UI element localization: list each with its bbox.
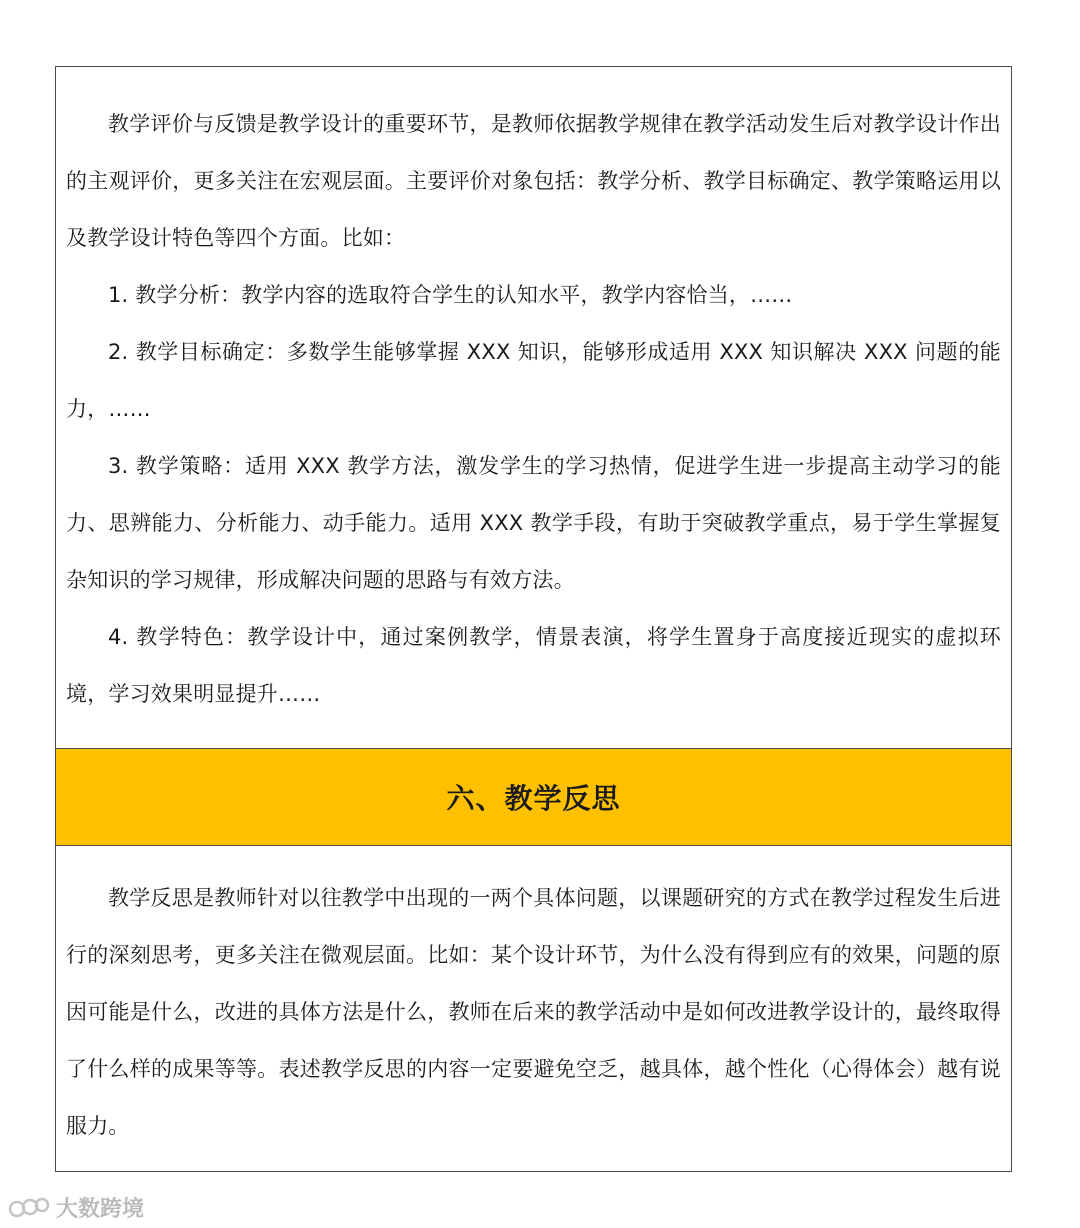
watermark (8, 1192, 144, 1223)
brand-logo-icon (8, 1195, 50, 1221)
list-item: 4. 教学特色：教学设计中，通过案例教学，情景表演，将学生置身于高度接近现实的虚拟环境，学习效果明显提升…… (66, 625, 1001, 706)
section-heading: 六、教学反思 (446, 782, 621, 815)
evaluation-intro-paragraph: 教学评价与反馈是教学设计的重要环节，是教师依据教学规律在教学活动发生后对教学设计作出的主观评价，更多关注在宏观层面。主要评价对象包括：教学分析、教学目标确定、教学策略运用以及教学设计特色等四个方面。比如： (66, 112, 1001, 250)
watermark-text: 大数跨境 (56, 1197, 145, 1222)
document-frame (55, 66, 1012, 1172)
evaluation-section (56, 67, 1011, 748)
list-item: 3. 教学策略：适用 XXX 教学方法，激发学生的学习热情，促进学生进一步提高主动学习的能力、思辨能力、分析能力、动手能力。适用 XXX 教学手段，有助于突破教学重点，易于学生掌握复杂知识的学习规律，形成解决问题的思路与有效方法。 (66, 454, 1001, 592)
section-heading-band (56, 748, 1011, 846)
reflection-paragraph: 教学反思是教师针对以往教学中出现的一两个具体问题，以课题研究的方式在教学过程发生后进行的深刻思考，更多关注在微观层面。比如：某个设计环节，为什么没有得到应有的效果，问题的原因可能是什么，改进的具体方法是什么，教师在后来的教学活动中是如何改进教学设计的，最终取得了什么样的成果等等。表述教学反思的内容一定要避免空乏，越具体，越个性化（心得体会）越有说服力。 (66, 886, 1001, 1138)
reflection-section (56, 846, 1011, 1155)
list-item: 2. 教学目标确定：多数学生能够掌握 XXX 知识，能够形成适用 XXX 知识解决 XXX 问题的能力，…… (66, 340, 1001, 421)
list-item: 1. 教学分析：教学内容的选取符合学生的认知水平，教学内容恰当，…… (108, 283, 793, 307)
